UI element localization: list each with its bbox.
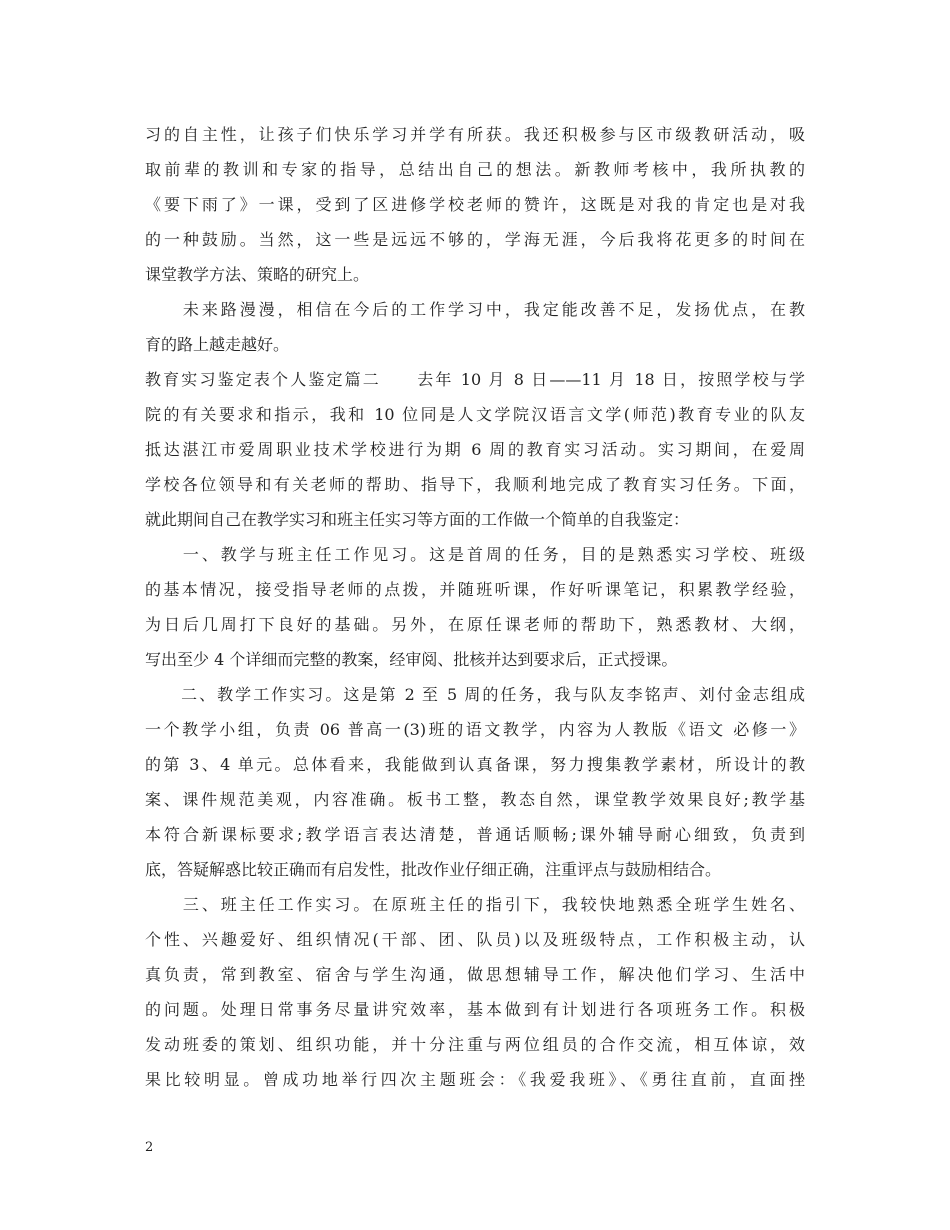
text-line: 本符合新课标要求;教学语言表达清楚，普通话顺畅;课外辅导耐心细致，负责到 [145, 825, 805, 844]
text-line: 的基本情况，接受指导老师的点拨，并随班听课，作好听课笔记，积累教学经验， [145, 580, 805, 599]
text-line: 真负责，常到教室、宿舍与学生沟通，做思想辅导工作，解决他们学习、生活中 [145, 965, 805, 984]
text-line: 果比较明显。曾成功地举行四次主题班会：《我爱我班》、《勇往直前，直面挫 [145, 1070, 805, 1089]
text-line: 三、班主任工作实习。在原班主任的指引下，我较快地熟悉全班学生姓名、 [145, 895, 805, 914]
text-line: 育的路上越走越好。 [145, 335, 290, 354]
text-line: 习的自主性，让孩子们快乐学习并学有所获。我还积极参与区市级教研活动，吸 [145, 125, 805, 144]
text-line: 底，答疑解惑比较正确而有启发性，批改作业仔细正确，注重评点与鼓励相结合。 [145, 860, 722, 879]
text-line: 一、教学与班主任工作见习。这是首周的任务，目的是熟悉实习学校、班级 [145, 545, 805, 564]
document-body [145, 117, 805, 1097]
text-line: 的第 3、4 单元。总体看来，我能做到认真备课，努力搜集教学素材，所设计的教 [145, 755, 805, 774]
text-line: 的一种鼓励。当然，这一些是远远不够的，学海无涯，今后我将花更多的时间在 [145, 230, 805, 249]
text-line: 课堂教学方法、策略的研究上。 [145, 265, 370, 284]
text-line: 就此期间自己在教学实习和班主任实习等方面的工作做一个简单的自我鉴定： [145, 510, 690, 529]
text-line: 写出至少 4 个详细而完整的教案，经审阅、批核并达到要求后，正式授课。 [145, 650, 678, 669]
text-line: 案、课件规范美观，内容准确。板书工整，教态自然，课堂教学效果良好;教学基 [145, 790, 805, 809]
text-line: 取前辈的教训和专家的指导，总结出自己的想法。新教师考核中，我所执教的 [145, 160, 805, 179]
text-line: 院的有关要求和指示，我和 10 位同是人文学院汉语言文学(师范)教育专业的队友 [145, 405, 805, 424]
text-line: 一个教学小组，负责 06 普高一(3)班的语文教学，内容为人教版《语文 必修一》 [145, 720, 805, 739]
text-line: 二、教学工作实习。这是第 2 至 5 周的任务，我与队友李铭声、刘付金志组成 [145, 685, 805, 704]
text-line: 《要下雨了》一课，受到了区进修学校老师的赞许，这既是对我的肯定也是对我 [145, 195, 805, 214]
text-line: 未来路漫漫，相信在今后的工作学习中，我定能改善不足，发扬优点，在教 [145, 300, 805, 319]
text-line: 抵达湛江市爱周职业技术学校进行为期 6 周的教育实习活动。实习期间，在爱周 [145, 440, 805, 459]
text-line: 个性、兴趣爱好、组织情况(干部、团、队员)以及班级特点，工作积极主动，认 [145, 930, 805, 949]
text-line: 为日后几周打下良好的基础。另外，在原任课老师的帮助下，熟悉教材、大纲， [145, 615, 805, 634]
text-line: 学校各位领导和有关老师的帮助、指导下，我顺利地完成了教育实习任务。下面， [145, 475, 805, 494]
text-line: 教育实习鉴定表个人鉴定篇二 去年 10 月 8 日——11 月 18 日，按照学校与学 [145, 370, 805, 389]
text-line: 发动班委的策划、组织功能，并十分注重与两位组员的合作交流，相互体谅，效 [145, 1035, 805, 1054]
text-line: 的问题。处理日常事务尽量讲究效率，基本做到有计划进行各项班务工作。积极 [145, 1000, 805, 1019]
page-number: 2 [145, 1140, 154, 1155]
